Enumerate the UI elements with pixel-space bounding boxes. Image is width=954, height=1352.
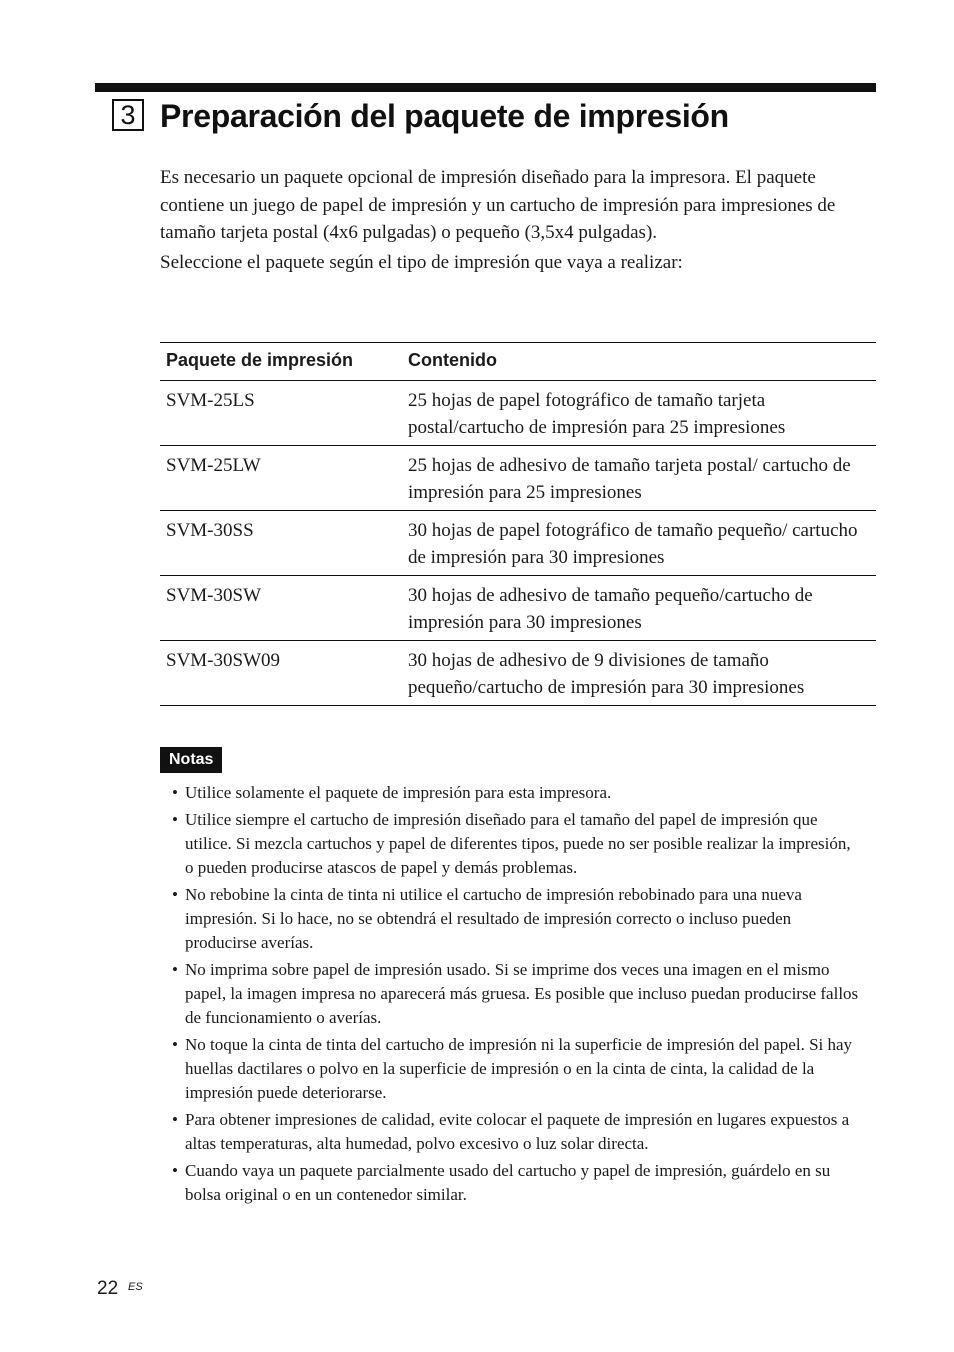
note-item: • Utilice siempre el cartucho de impresión diseñado para el tamaño del papel de impresión que utilice. Si mezcla cartuchos y papel de diferentes tipos, puede no ser posible realizar la impresión, o pueden producirse atascos de papel y demás problemas.: [172, 808, 862, 880]
intro-paragraph: Es necesario un paquete opcional de impresión diseñado para la impresora. El paquete contiene un juego de papel de impresión y un cartucho de impresión para impresiones de tamaño tarjeta postal (4x6 pulgadas) o pequeño (3,5x4 pulgadas).: [160, 167, 836, 243]
notes-label: Notas: [160, 747, 222, 773]
note-item: • Utilice solamente el paquete de impresión para esta impresora.: [172, 781, 862, 805]
note-item: • No rebobine la cinta de tinta ni utilice el cartucho de impresión rebobinado para una nueva impresión. Si lo hace, no se obtendrá el resultado de impresión correcto o incluso pueden producirse averías.: [172, 883, 862, 955]
table-row: [160, 640, 876, 705]
column-header-pack: Paquete de impresión: [160, 343, 402, 381]
intro-paragraph: Seleccione el paquete según el tipo de impresión que vaya a realizar:: [160, 251, 683, 273]
note-item: • Para obtener impresiones de calidad, evite colocar el paquete de impresión en lugares expuestos a altas temperaturas, alta humedad, polvo excesivo o luz solar directa.: [172, 1108, 862, 1156]
table-row: [160, 575, 876, 640]
table-header-row: [160, 343, 876, 381]
pack-contents: 25 hojas de papel fotográfico de tamaño tarjeta postal/cartucho de impresión para 25 impresiones: [402, 380, 876, 445]
section-top-rule: [95, 83, 876, 92]
note-item: • No imprima sobre papel de impresión usado. Si se imprime dos veces una imagen en el mismo papel, la imagen impresa no aparecerá más gruesa. Es posible que incluso puedan producirse fallos de funcionamiento o averías.: [172, 958, 862, 1030]
page-number: 22: [97, 1278, 119, 1299]
print-pack-table: [160, 342, 876, 706]
pack-model: SVM-30SW: [160, 575, 402, 640]
pack-contents: 30 hojas de adhesivo de tamaño pequeño/cartucho de impresión para 30 impresiones: [402, 575, 876, 640]
note-item: • Cuando vaya un paquete parcialmente usado del cartucho y papel de impresión, guárdelo en su bolsa original o en un contenedor similar.: [172, 1159, 862, 1207]
pack-model: SVM-25LS: [160, 380, 402, 445]
pack-contents: 30 hojas de adhesivo de 9 divisiones de tamaño pequeño/cartucho de impresión para 30 impresiones: [402, 640, 876, 705]
table-row: [160, 445, 876, 510]
language-code: ES: [128, 1281, 143, 1293]
pack-contents: 30 hojas de papel fotográfico de tamaño pequeño/ cartucho de impresión para 30 impresiones: [402, 510, 876, 575]
table-row: [160, 380, 876, 445]
pack-model: SVM-30SS: [160, 510, 402, 575]
pack-model: SVM-30SW09: [160, 640, 402, 705]
note-item: • No toque la cinta de tinta del cartucho de impresión ni la superficie de impresión del papel. Si hay huellas dactilares o polvo en la superficie de impresión o en la cinta de cinta, la calidad de la impresión puede deteriorarse.: [172, 1033, 862, 1105]
page-title: Preparación del paquete de impresión: [160, 98, 729, 134]
intro-text: [160, 164, 876, 276]
notes-list: [172, 781, 862, 1210]
table-row: [160, 510, 876, 575]
column-header-contents: Contenido: [402, 343, 876, 381]
pack-contents: 25 hojas de adhesivo de tamaño tarjeta postal/ cartucho de impresión para 25 impresiones: [402, 445, 876, 510]
step-number-box: 3: [112, 99, 144, 131]
pack-model: SVM-25LW: [160, 445, 402, 510]
